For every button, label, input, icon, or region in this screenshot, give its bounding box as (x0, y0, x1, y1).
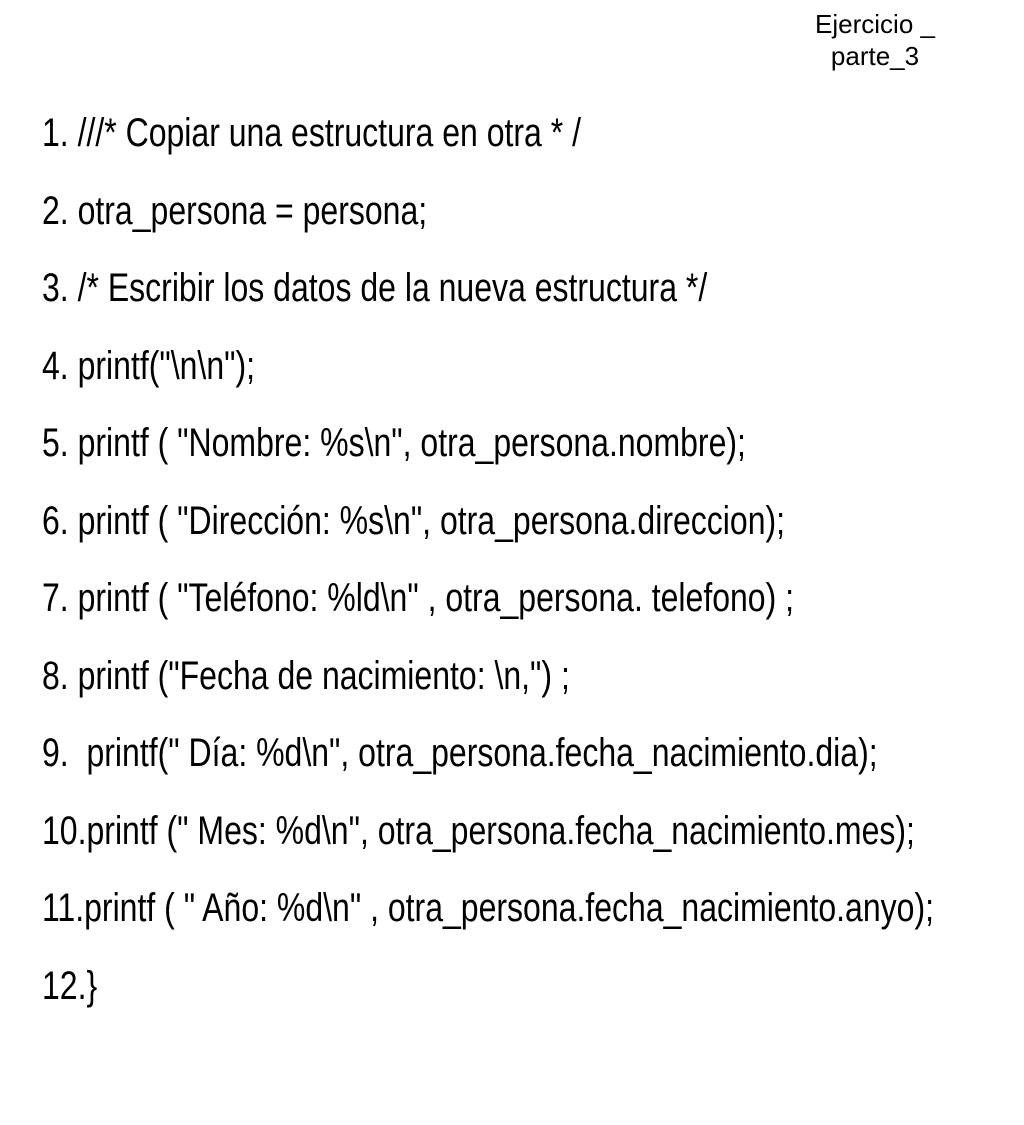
code-line-4: 4. printf("\n\n"); (42, 343, 256, 388)
code-line-7: 7. printf ( "Teléfono: %ld\n" , otra_persona. telefono) ; (42, 576, 795, 620)
page-header (780, 8, 970, 72)
code-line-9: 9. printf(" Día: %d\n", otra_persona.fecha_nacimiento.dia); (42, 731, 878, 775)
code-line-1: 1. ///* Copiar una estructura en otra * / (42, 111, 581, 155)
code-line-10: 10.printf (" Mes: %d\n", otra_persona.fecha_nacimiento.mes); (42, 808, 915, 853)
header-title-line1: Ejercicio _ (815, 9, 935, 39)
code-line-6: 6. printf ( "Dirección: %s\n", otra_persona.direccion); (42, 498, 786, 543)
code-line-8: 8. printf ("Fecha de nacimiento: \n,") ; (42, 653, 570, 698)
header-title-line2: parte_3 (830, 41, 920, 71)
code-line-5: 5. printf ( "Nombre: %s\n", otra_persona.nombre); (42, 421, 746, 465)
code-line-12: 12.} (42, 963, 98, 1008)
code-line-11: 11.printf ( " Año: %d\n" , otra_persona.fecha_nacimiento.anyo); (42, 886, 934, 930)
code-line-2: 2. otra_persona = persona; (42, 188, 428, 233)
code-listing (42, 101, 1024, 1031)
code-line-3: 3. /* Escribir los datos de la nueva estructura */ (42, 266, 708, 310)
